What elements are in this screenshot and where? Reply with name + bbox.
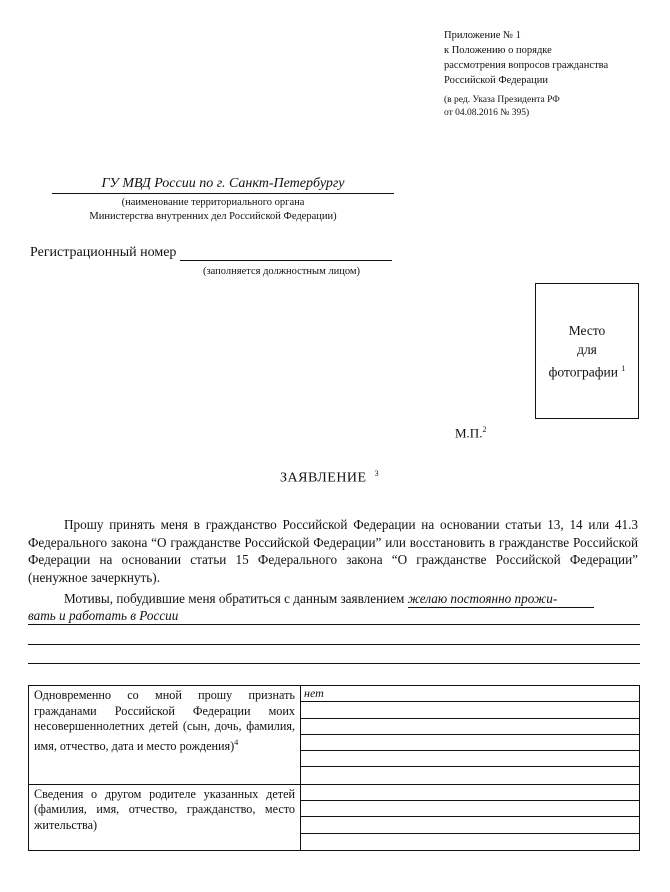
edition-line: от 04.08.2016 № 395) bbox=[444, 107, 530, 118]
answer-line[interactable] bbox=[301, 767, 639, 783]
stamp-label: М.П. bbox=[455, 425, 483, 441]
authority-caption bbox=[28, 196, 398, 224]
request-paragraph: Прошу принять меня в гражданство Российской Федерации на основании статьи 13, 14 или 41.3 Федерального закона “О гражданстве Российской Федерации” или восстановить в гражданстве Российской Федерации на основании статьи 15 Федерального закона “О гражданстве Российской Федерации” (ненужное зачеркнуть). bbox=[28, 517, 638, 585]
blank-line[interactable] bbox=[28, 663, 640, 664]
motives-answer-line[interactable]: вать и работать в России bbox=[28, 607, 640, 625]
answer-line[interactable] bbox=[301, 719, 639, 735]
footnote-mark: 4 bbox=[234, 737, 239, 747]
answer-line[interactable] bbox=[301, 801, 639, 817]
answer-line[interactable] bbox=[301, 817, 639, 833]
photo-label-line: для bbox=[577, 341, 597, 357]
appendix-header bbox=[444, 28, 608, 119]
footnote-mark: 1 bbox=[621, 363, 626, 373]
photo-placeholder[interactable] bbox=[535, 283, 639, 419]
blank-line[interactable] bbox=[28, 644, 640, 645]
answer-line[interactable] bbox=[301, 785, 639, 801]
motives-answer-field[interactable]: желаю постоянно прожи- bbox=[408, 590, 594, 608]
document-title bbox=[280, 469, 379, 487]
registration-row bbox=[30, 245, 392, 261]
appendix-line: к Положению о порядке bbox=[444, 45, 552, 56]
edition-note bbox=[444, 94, 608, 119]
authority-caption-line: (наименование территориального органа bbox=[121, 197, 305, 208]
answer-line[interactable] bbox=[301, 834, 639, 850]
appendix-line: Приложение № 1 bbox=[444, 30, 521, 41]
motives-row bbox=[28, 590, 640, 608]
motives-label: Мотивы, побудившие меня обратиться с данным заявлением bbox=[64, 591, 405, 606]
children-label-text: Одновременно со мной прошу признать гражданами Российской Федерации моих несовершеннолетних детей (сын, дочь, фамилия, имя, отчество, дата и место рождения) bbox=[34, 688, 295, 753]
table-row bbox=[29, 785, 639, 850]
stamp-place bbox=[455, 425, 486, 441]
registration-label: Регистрационный номер bbox=[30, 245, 177, 260]
application-body bbox=[28, 516, 638, 586]
registration-number-field[interactable] bbox=[180, 246, 392, 261]
authority-caption-line: Министерства внутренних дел Российской Федерации) bbox=[89, 211, 337, 222]
photo-label-line: Место bbox=[568, 322, 606, 338]
children-answer-field[interactable]: нет bbox=[301, 686, 639, 702]
photo-label-line: фотографии bbox=[548, 364, 618, 380]
footnote-mark: 3 bbox=[374, 469, 380, 478]
answer-line[interactable] bbox=[301, 702, 639, 718]
table-row bbox=[29, 686, 639, 785]
answer-line[interactable] bbox=[301, 735, 639, 751]
edition-line: (в ред. Указа Президента РФ bbox=[444, 95, 560, 105]
other-parent-answer-lines bbox=[301, 785, 639, 850]
appendix-line: Российской Федерации bbox=[444, 75, 548, 86]
authority-field[interactable]: ГУ МВД России по г. Санкт-Петербургу bbox=[52, 176, 394, 194]
registration-caption: (заполняется должностным лицом) bbox=[203, 266, 361, 277]
footnote-mark: 2 bbox=[482, 425, 487, 434]
title-text: ЗАЯВЛЕНИЕ bbox=[280, 470, 367, 486]
answer-line[interactable] bbox=[301, 751, 639, 767]
children-table bbox=[28, 685, 640, 851]
children-label bbox=[29, 686, 301, 784]
other-parent-label: Сведения о другом родителе указанных детей (фамилия, имя, отчество, гражданство, место жительства) bbox=[29, 785, 301, 850]
authority-block bbox=[28, 176, 398, 224]
children-answer-lines bbox=[301, 686, 639, 784]
appendix-line: рассмотрения вопросов гражданства bbox=[444, 60, 609, 71]
